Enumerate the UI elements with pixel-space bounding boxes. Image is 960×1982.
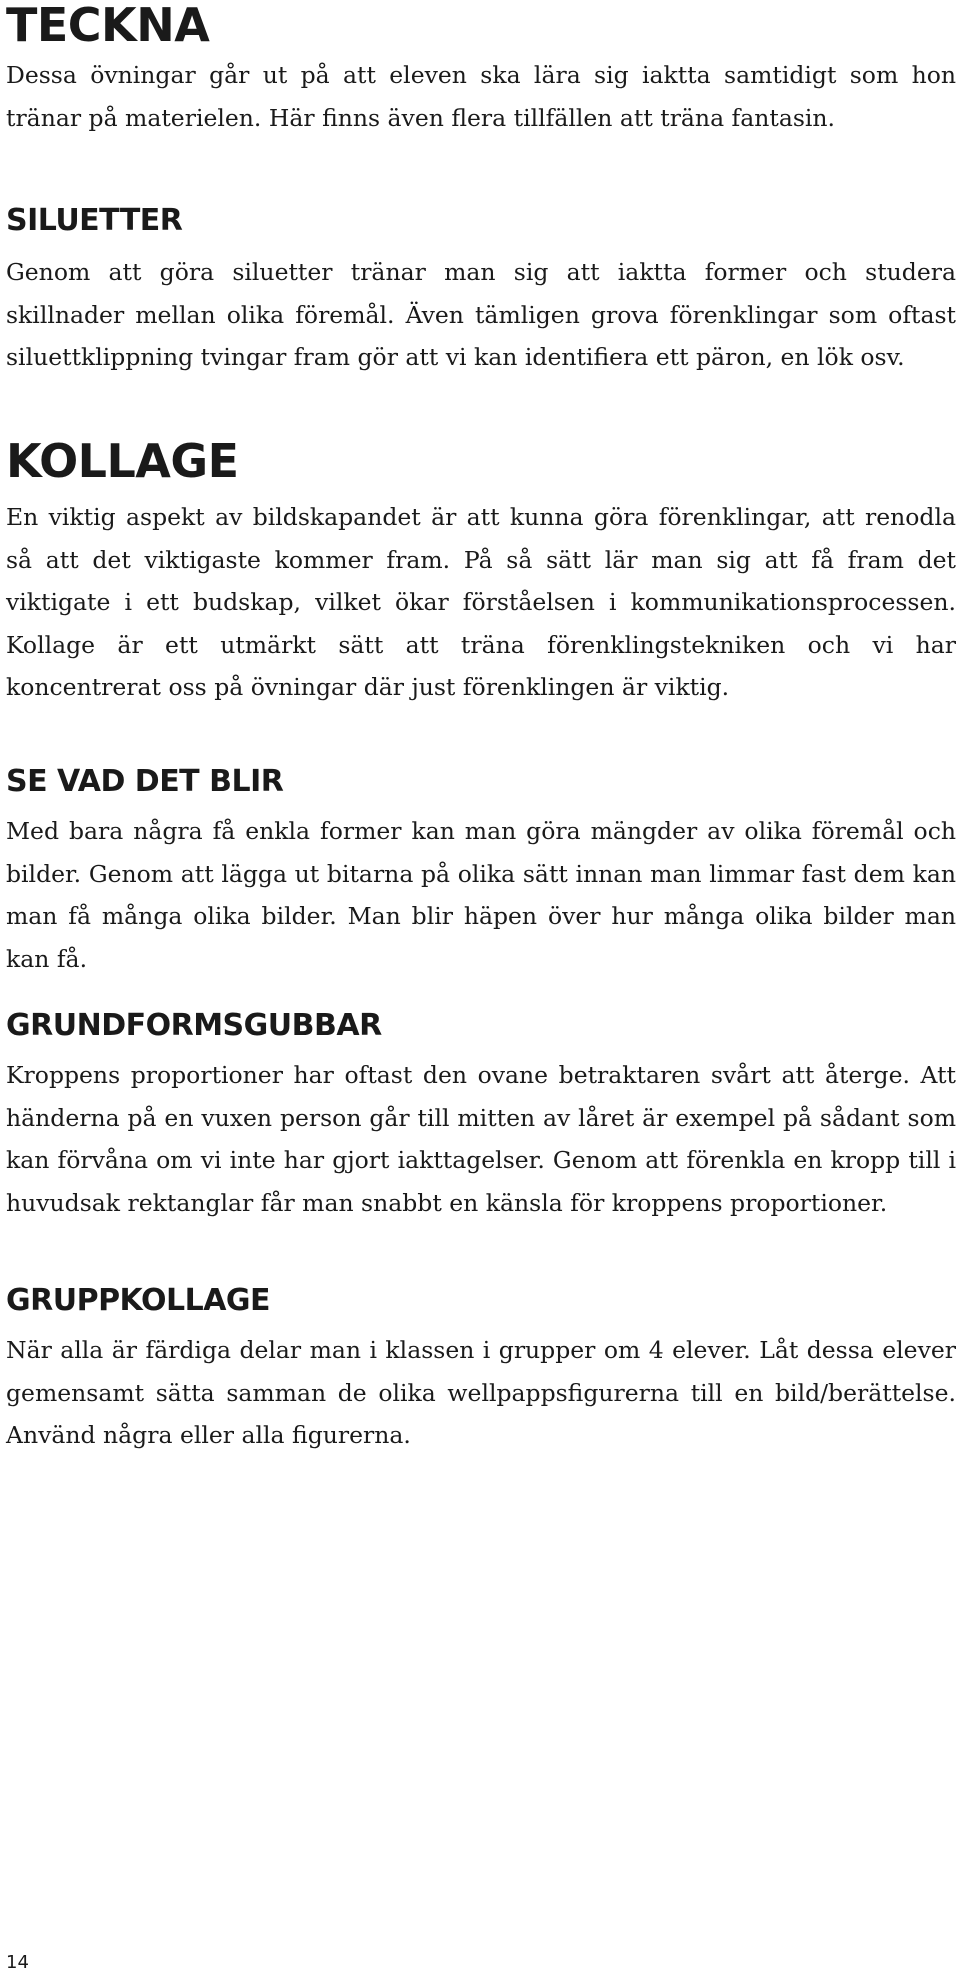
section-paragraph: Med bara några få enkla former kan man göra mängder av olika föremål och bilder. Genom att lägga ut bitarna på olika sätt innan man limmar fast dem kan man få många olika bilder. Man blir häpen över hur många olika bilder man kan få.: [6, 817, 956, 973]
section-siluetter: [6, 203, 956, 379]
section-gruppkollage: [6, 1283, 956, 1457]
section-grundformsgubbar: [6, 1008, 956, 1224]
section-paragraph: Dessa övningar går ut på att eleven ska lära sig iaktta samtidigt som hon tränar på materielen. Här finns även flera tillfällen att träna fantasin.: [6, 61, 956, 132]
section-heading: GRUPPKOLLAGE: [6, 1283, 271, 1318]
section-paragraph: När alla är färdiga delar man i klassen i grupper om 4 elever. Låt dessa elever gemensamt sätta samman de olika wellpappsfigurerna till en bild/berättelse. Använd några eller alla figurerna.: [6, 1336, 956, 1449]
section-heading: TECKNA: [6, 0, 210, 52]
section-se-vad-det-blir: [6, 764, 956, 980]
section-heading: SILUETTER: [6, 203, 183, 238]
page-number: 14: [6, 1952, 29, 1973]
section-heading: KOLLAGE: [6, 434, 239, 488]
section-paragraph: En viktig aspekt av bildskapandet är att kunna göra förenklingar, att renodla så att det viktigaste kommer fram. På så sätt lär man sig att få fram det viktigate i ett budskap, vilket ökar förståelsen i kommunikationsprocessen. Kollage är ett utmärkt sätt att träna förenklingstekniken och vi har koncentrerat oss på övningar där just förenklingen är viktig.: [6, 503, 956, 701]
section-teckna: [6, 0, 956, 139]
section-kollage: [6, 436, 956, 709]
section-paragraph: Genom att göra siluetter tränar man sig att iaktta former och studera skillnader mellan olika föremål. Även tämligen grova förenklingar som oftast siluettklippning tvingar fram gör att vi kan identifiera ett päron, en lök osv.: [6, 258, 956, 371]
section-heading: GRUNDFORMSGUBBAR: [6, 1008, 382, 1043]
section-paragraph: Kroppens proportioner har oftast den ovane betraktaren svårt att återge. Att händerna på en vuxen person går till mitten av låret är exempel på sådant som kan förvåna om vi inte har gjort iakttagelser. Genom att förenkla en kropp till i huvudsak rektanglar får man snabbt en känsla för kroppens proportioner.: [6, 1061, 956, 1217]
section-heading: SE VAD DET BLIR: [6, 764, 284, 799]
